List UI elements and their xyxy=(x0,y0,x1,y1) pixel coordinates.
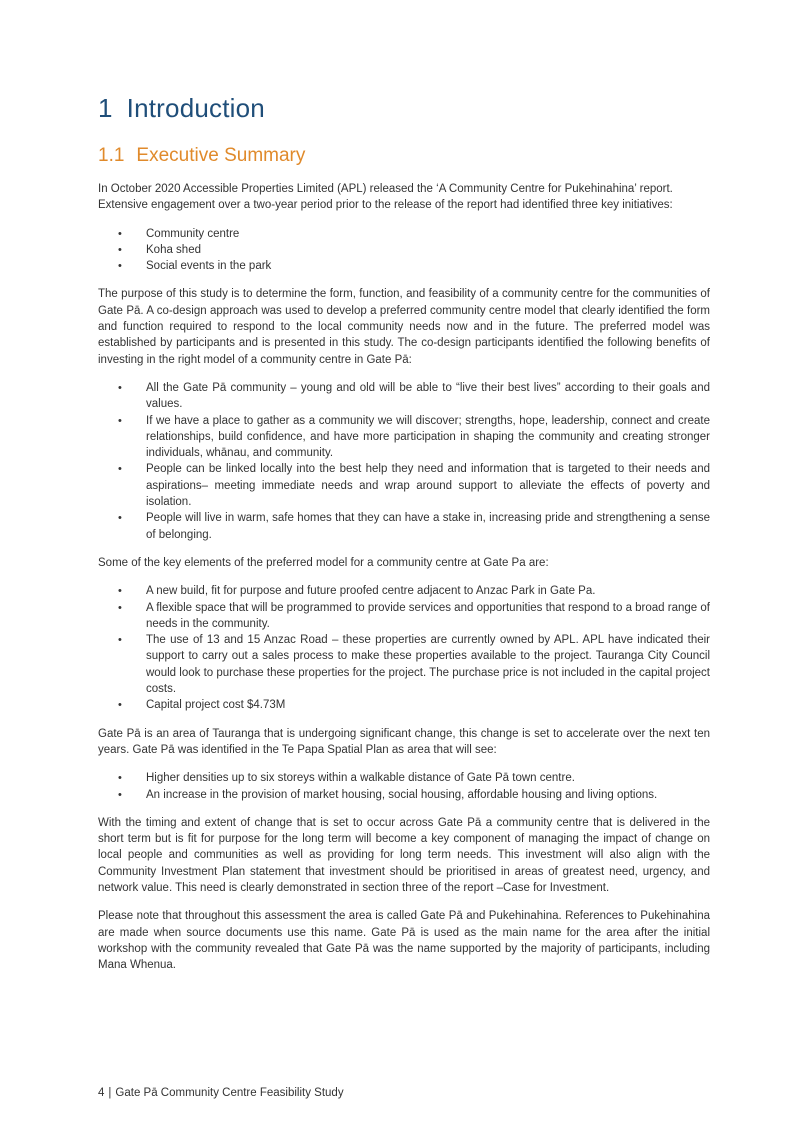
section-number: 1 xyxy=(98,93,113,123)
section-heading xyxy=(98,93,265,124)
list-item: • An increase in the provision of market housing, social housing, affordable housing and living options. xyxy=(98,787,710,803)
page-number: 4 xyxy=(98,1087,105,1099)
elements-intro: Some of the key elements of the preferred model for a community centre at Gate Pa are: xyxy=(98,556,549,569)
timing-paragraph: With the timing and extent of change that is set to occur across Gate Pā a community centre that is delivered in the short term but is fit for purpose for the long term will become a key component of managing the impact of change on local people and communities as well as providing for long term needs. This investment will also align with the Community Investment Plan statement that investment should be prioritised in areas of greatest need, urgency, and network value. This need is clearly demonstrated in section three of the report –Case for Investment. xyxy=(98,816,710,894)
footer-separator: | xyxy=(108,1087,112,1099)
footer-document-title: Gate Pā Community Centre Feasibility Study xyxy=(115,1087,344,1099)
list-item: • People will live in warm, safe homes that they can have a stake in, increasing pride and strengthening a sense of belonging. xyxy=(98,510,710,543)
list-item: • People can be linked locally into the best help they need and information that is targeted to their needs and aspirations– meeting immediate needs and wrap around support to alleviate the effects of poverty and isolation. xyxy=(98,461,710,510)
body-text xyxy=(98,181,710,985)
list-item: • All the Gate Pā community – young and old will be able to “live their best lives” according to their goals and values. xyxy=(98,380,710,413)
change-paragraph: Gate Pā is an area of Tauranga that is undergoing significant change, this change is set to accelerate over the next ten years. Gate Pā was identified in the Te Papa Spatial Plan as area that will see: xyxy=(98,727,710,756)
list-item: • If we have a place to gather as a community we will discover; strengths, hope, leadership, connect and create relationships, build confidence, and have more participation in shaping the community and creating stronger individuals, whānau, and community. xyxy=(98,413,710,462)
initiatives-list xyxy=(98,226,710,275)
purpose-paragraph: The purpose of this study is to determine the form, function, and feasibility of a community centre for the communities of Gate Pā. A co-design approach was used to develop a preferred community centre model that clearly identified the form and function required to respond to the local community needs now and in the future. The preferred model was established by participants and is presented in this study. The co-design participants identified the following benefits of investing in the right model of a community centre in Gate Pā: xyxy=(98,288,710,366)
subsection-title: Executive Summary xyxy=(136,145,306,166)
list-item: • Higher densities up to six storeys within a walkable distance of Gate Pā town centre. xyxy=(98,770,710,786)
subsection-heading xyxy=(98,145,305,167)
list-item: • Capital project cost $4.73M xyxy=(98,697,710,713)
intro-paragraph: In October 2020 Accessible Properties Limited (APL) released the ‘A Community Centre for Pukehinahina’ report. Extensive engagement over a two-year period prior to the release of the report had identified three key initiatives: xyxy=(98,183,673,212)
section-title: Introduction xyxy=(126,93,265,123)
list-item: • The use of 13 and 15 Anzac Road – these properties are currently owned by APL. APL have indicated their support to carry out a sales process to make these properties available to the project. Tauranga City Council would look to purchase these properties for the project. The purchase price is not included in the capital project costs. xyxy=(98,632,710,697)
page-footer xyxy=(98,1087,344,1099)
subsection-number: 1.1 xyxy=(98,145,125,166)
list-item: • Social events in the park xyxy=(98,258,710,274)
list-item: • A new build, fit for purpose and future proofed centre adjacent to Anzac Park in Gate Pa. xyxy=(98,583,710,599)
benefits-list xyxy=(98,380,710,543)
elements-list xyxy=(98,583,710,713)
changes-list xyxy=(98,770,710,803)
list-item: • Koha shed xyxy=(98,242,710,258)
naming-paragraph: Please note that throughout this assessment the area is called Gate Pā and Pukehinahina. References to Pukehinahina are made when source documents use this name. Gate Pā is used as the main name for the area after the initial workshop with the community revealed that Gate Pā was the name supported by the majority of participants, including Mana Whenua. xyxy=(98,910,710,972)
list-item: • Community centre xyxy=(98,226,710,242)
list-item: • A flexible space that will be programmed to provide services and opportunities that respond to a broad range of needs in the community. xyxy=(98,600,710,633)
